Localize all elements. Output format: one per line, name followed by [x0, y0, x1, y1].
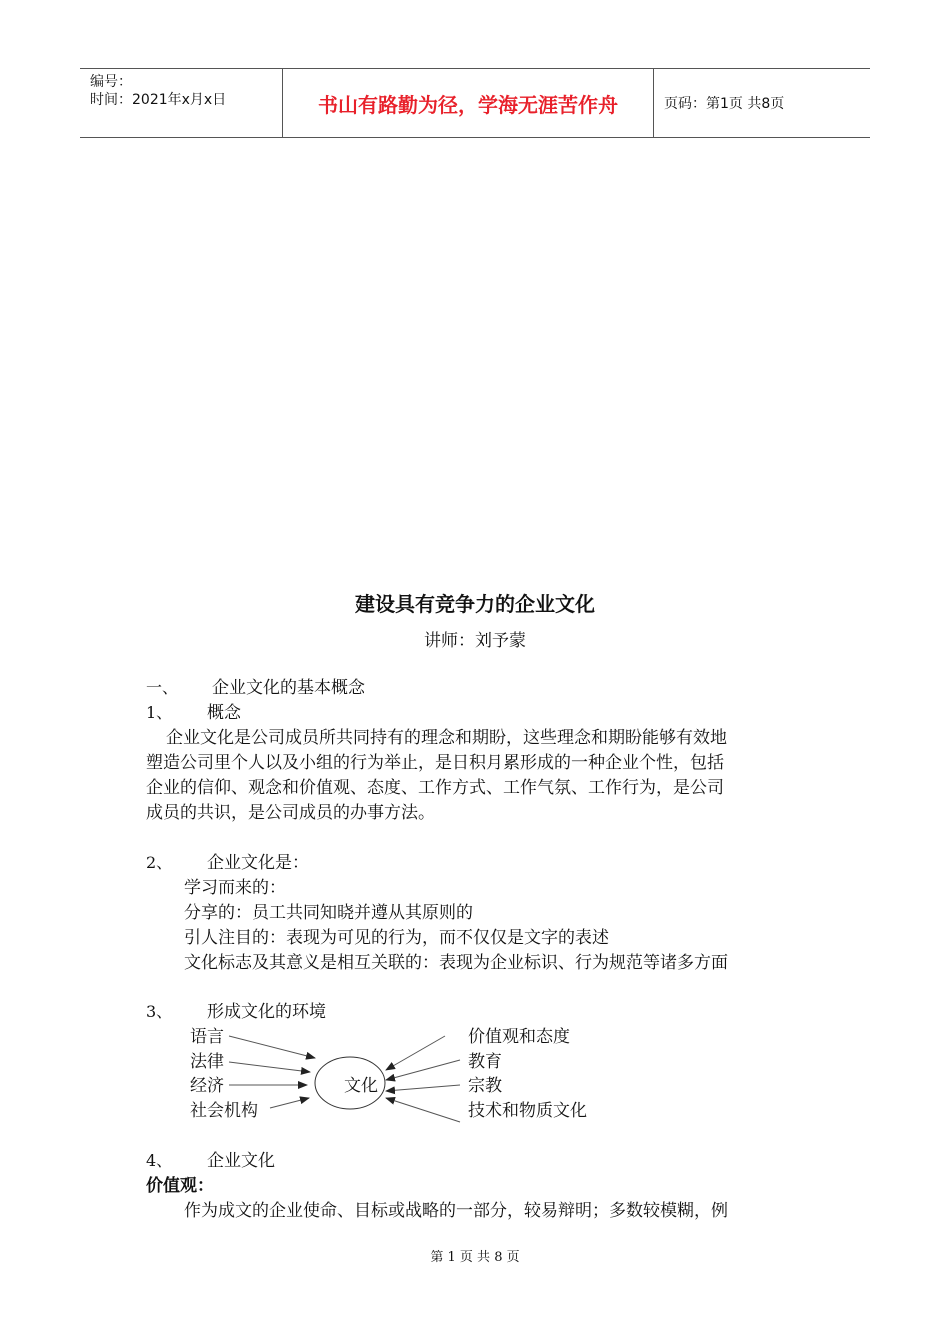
paragraph-line: 成员的共识，是公司成员的办事方法。 [146, 803, 435, 823]
values-text: 作为成文的企业使命、目标或战略的一部分，较易辩明；多数较模糊，例 [184, 1201, 728, 1221]
section-1-title: 企业文化的基本概念 [212, 678, 365, 698]
diagram-left-label: 社会机构 [190, 1101, 258, 1121]
diagram-left-label: 语言 [190, 1027, 224, 1047]
paragraph-line: 企业的信仰、观念和价值观、态度、工作方式、工作气氛、工作行为，是公司 [146, 778, 724, 798]
diagram-center-label: 文化 [344, 1076, 378, 1096]
section-1-number: 一、 [146, 678, 179, 697]
page-footer: 第 1 页 共 8 页 [430, 1250, 520, 1265]
section-3-number: 3、 [146, 1002, 173, 1021]
arrow-left-4 [270, 1098, 309, 1108]
arrow-right-1 [386, 1036, 445, 1070]
section-2-title: 企业文化是： [207, 853, 309, 873]
header-date-label: 时间：2021年x月x日 [90, 92, 227, 108]
diagram-left-label: 法律 [190, 1052, 224, 1072]
section-3-title: 形成文化的环境 [207, 1002, 326, 1022]
list-item: 分享的：员工共同知晓并遵从其原则的 [184, 903, 473, 923]
diagram-right-label: 教育 [468, 1052, 502, 1072]
section-2-number: 2、 [146, 853, 173, 872]
arrow-left-1 [229, 1036, 315, 1058]
list-item: 文化标志及其意义是相互关联的：表现为企业标识、行为规范等诸多方面 [184, 953, 728, 973]
paragraph-line: 塑造公司里个人以及小组的行为举止，是日积月累形成的一种企业个性，包括 [146, 753, 724, 773]
header-motto: 书山有路勤为径，学海无涯苦作舟 [282, 69, 654, 137]
arrow-left-2 [229, 1062, 310, 1072]
diagram-right-label: 技术和物质文化 [468, 1101, 587, 1121]
list-item: 引人注目的：表现为可见的行为，而不仅仅是文字的表述 [184, 928, 609, 948]
arrow-right-3 [386, 1085, 460, 1091]
document-title: 建设具有竞争力的企业文化 [355, 592, 595, 616]
diagram-left-label: 经济 [190, 1076, 224, 1096]
section-4-number: 4、 [146, 1151, 173, 1170]
arrow-right-4 [386, 1098, 460, 1122]
list-item: 学习而来的： [184, 878, 286, 898]
paragraph-line: 企业文化是公司成员所共同持有的理念和期盼，这些理念和期盼能够有效地 [166, 728, 727, 748]
values-heading: 价值观： [146, 1176, 214, 1196]
section-1-1-title: 概念 [207, 703, 241, 723]
section-4-title: 企业文化 [207, 1151, 275, 1171]
document-lecturer: 讲师：刘予蒙 [424, 631, 526, 651]
section-1-1-number: 1、 [146, 703, 173, 722]
diagram-right-label: 宗教 [468, 1076, 502, 1096]
header-number-label: 编号： [90, 74, 132, 90]
header-page-info: 页码：第1页 共8页 [664, 96, 785, 112]
arrow-right-2 [386, 1060, 460, 1080]
diagram-right-label: 价值观和态度 [468, 1027, 570, 1047]
